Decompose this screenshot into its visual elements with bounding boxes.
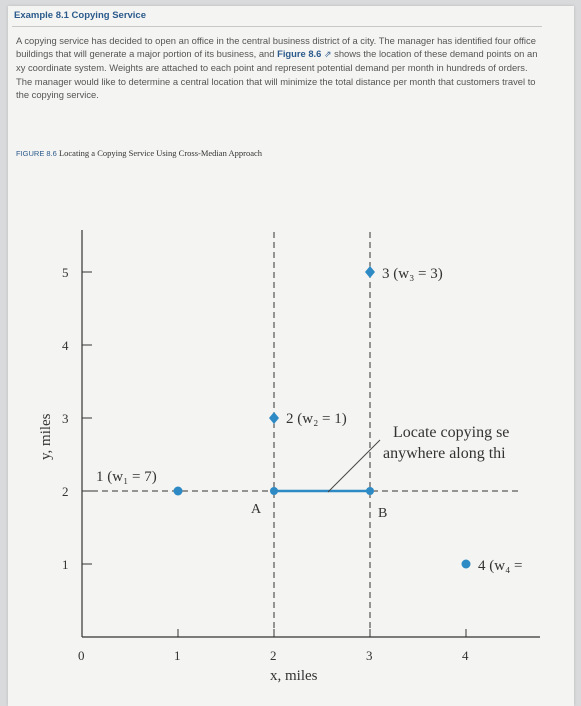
demand-point-marker	[462, 560, 471, 569]
demand-point-label: 4 (w₄ =	[478, 558, 523, 574]
demand-point-marker	[269, 412, 279, 424]
figure-caption-text: Locating a Copying Service Using Cross-Median Approach	[58, 148, 262, 158]
demand-point-marker	[174, 487, 183, 496]
demand-point-label: 2 (w₂ = 1)	[286, 411, 347, 427]
intro-text-before: A copying service has decided to open an office in the central business district of a city. The manager has identified four office buildings that will generate a major portion of its business, and	[16, 35, 536, 60]
point-B-marker	[366, 487, 374, 495]
figure-caption-label: FIGURE 8.6	[16, 149, 57, 158]
y-tick-label: 5	[62, 265, 69, 280]
x-tick-label: 2	[270, 648, 277, 663]
annotation-line-1: Locate copying se	[393, 424, 510, 441]
y-tick-label: 4	[62, 338, 69, 353]
annotation-line-2: anywhere along thi	[383, 445, 506, 462]
y-tick-label: 1	[62, 557, 69, 572]
y-axis-label: y, miles	[38, 413, 54, 460]
y-tick-label: 2	[62, 484, 69, 499]
x-tick-label: 1	[174, 648, 181, 663]
demand-point-label: 1 (w₁ = 7)	[96, 469, 157, 485]
demand-point-marker	[365, 266, 375, 278]
point-label-B: B	[378, 506, 388, 521]
demand-point-label: 3 (w₃ = 3)	[382, 266, 443, 282]
x-tick-label: 0	[78, 648, 85, 663]
example-title: Example 8.1 Copying Service	[14, 10, 147, 21]
external-link-icon[interactable]: ⇗	[324, 49, 332, 60]
x-tick-label: 3	[366, 648, 373, 663]
x-tick-label: 4	[462, 648, 469, 663]
point-A-marker	[270, 487, 278, 495]
y-tick-label: 3	[62, 411, 69, 426]
figure-link[interactable]: Figure 8.6	[277, 48, 322, 60]
x-axis-label: x, miles	[270, 668, 318, 684]
annotation-leader-line	[328, 440, 380, 492]
intro-text-after: shows the location of these demand points on an xy coordinate system. Weights are attached to each point and represent potential demand per month in hundreds of orders. The manager would like to determine a central location that will minimize the total distance per month that customers travel to the copying service.	[16, 48, 538, 100]
point-label-A: A	[251, 502, 262, 517]
